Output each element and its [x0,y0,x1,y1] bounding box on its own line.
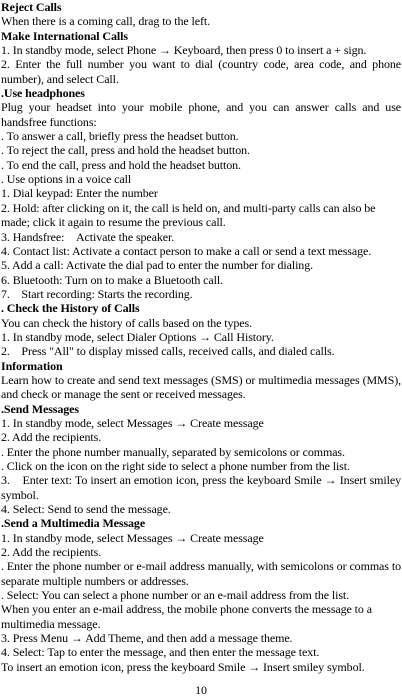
paragraph: 2. Hold: after clicking on it, the call is held on, and multi-party calls can also be made; click it again to resume the previous call. [1,200,376,230]
paragraph: . Enter the phone number or e-mail address manually, with semicolons or commas to separate multiple numbers or addresses. [1,559,401,588]
paragraph: . Click on the icon on the right side to select a phone number from the list. [1,459,350,473]
section-heading: Information [1,358,63,373]
paragraph: . Enter the phone number manually, separated by semicolons or commas. [1,444,345,459]
paragraph: 6. Bluetooth: Turn on to make a Bluetooth call. [1,272,223,287]
page-number: 10 [195,683,207,697]
section-heading: . Check the History of Calls [1,301,140,316]
paragraph: 3. Handsfree: Activate the speaker. [1,229,175,244]
paragraph: . To answer a call, briefly press the headset button. [1,129,239,144]
paragraph: 4. Select: Tap to enter the message, and then enter the message text. [1,645,320,660]
paragraph: 1. Dial keypad: Enter the number [1,186,158,201]
paragraph: Learn how to create and send text messages (SMS) or multimedia messages (MMS), and check or manage the sent or received messages. [1,372,401,402]
paragraph: . Select: You can select a phone number or an e-mail address from the list. [1,588,350,603]
document-body [1,0,401,674]
paragraph: . To end the call, press and hold the headset button. [1,157,241,172]
paragraph: 7. Start recording: Starts the recording. [1,286,193,301]
section-heading: .Send Messages [1,401,79,416]
paragraph: 4. Select: Send to send the message. [1,502,171,517]
paragraph: 1. In standby mode, select Dialer Options → Call History. [1,329,274,344]
paragraph: Plug your headset into your mobile phone, and you can answer calls and use handsfree functions: [1,100,401,129]
paragraph: 2. Add the recipients. [1,545,102,560]
section-heading: .Use headphones [1,86,85,101]
section-heading: .Send a Multimedia Message [1,516,146,531]
paragraph: 4. Contact list: Activate a contact person to make a call or send a text message. [1,243,372,258]
paragraph: 2. Enter the full number you want to dial (country code, area code, and phone number), and select Call. [1,57,401,86]
section-heading: Reject Calls [1,0,62,14]
section-heading: Make International Calls [1,28,128,43]
paragraph: You can check the history of calls based on the types. [1,315,252,330]
paragraph: 1. In standby mode, select Phone → Keyboard, then press 0 to insert a + sign. [1,43,367,58]
paragraph: When there is a coming call, drag to the left. [1,14,210,29]
paragraph: . To reject the call, press and hold the headset button. [1,143,250,158]
paragraph: 5. Add a call: Activate the dial pad to enter the number for dialing. [1,258,314,273]
paragraph: 1. In standby mode, select Messages → Create message [1,415,264,430]
paragraph: 3. Enter text: To insert an emotion icon, press the keyboard Smile → Insert smiley symbol. [1,473,401,502]
paragraph: When you enter an e-mail address, the mobile phone converts the message to a multimedia message. [1,602,372,631]
paragraph: 1. In standby mode, select Messages → Create message [1,530,264,545]
paragraph: To insert an emotion icon, press the keyboard Smile → Insert smiley symbol. [1,659,365,674]
paragraph: 2. Add the recipients. [1,430,102,445]
paragraph: 2. Press "All" to display missed calls, received calls, and dialed calls. [1,344,335,359]
paragraph: 3. Press Menu → Add Theme, and then add a message theme. [1,631,293,646]
paragraph: . Use options in a voice call [1,172,132,187]
